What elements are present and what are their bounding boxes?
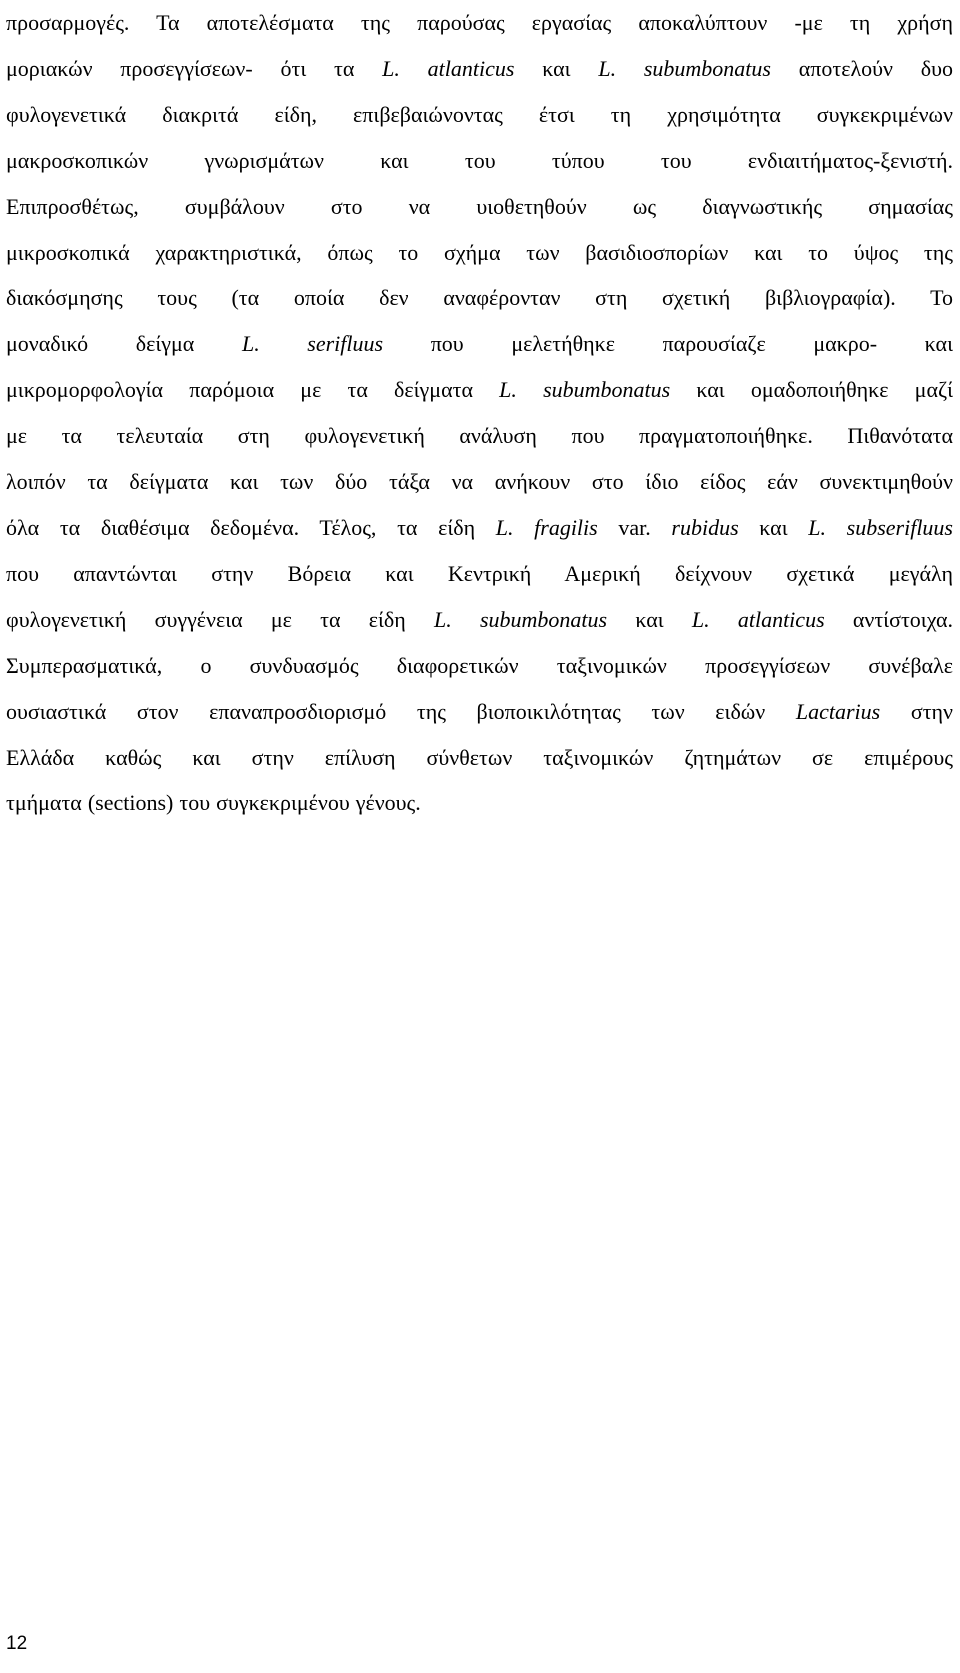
text-run: φυλογενετικά διακριτά είδη, επιβεβαιώνοντας έτσι τη χρησιμότητα συγκεκριμένων	[6, 101, 953, 127]
page-number: 12	[6, 1633, 28, 1654]
text-run: μακροσκοπικών γνωρισμάτων και του τύπου του ενδιαιτήματος-ξενιστή.	[6, 147, 953, 173]
text-run: φυλογενετική συγγένεια με τα είδη	[6, 606, 434, 632]
text-line	[6, 689, 953, 735]
text-run: που μελετήθηκε παρουσίαζε μακρο- και	[383, 331, 953, 357]
text-line	[6, 138, 953, 184]
italic-taxon-name: L. fragilis	[495, 514, 598, 540]
italic-taxon-name: rubidus	[671, 514, 739, 540]
italic-taxon-name: Lactarius	[795, 698, 881, 724]
text-run: Ελλάδα καθώς και στην επίλυση σύνθετων ταξινομικών ζητημάτων σε επιμέρους	[6, 744, 953, 770]
text-run: Επιπροσθέτως, συμβάλουν στο να υιοθετηθούν ως διαγνωστικής σημασίας	[6, 193, 953, 219]
text-line	[6, 46, 953, 92]
text-run: και	[514, 55, 599, 81]
text-line	[6, 459, 953, 505]
italic-taxon-name: L. subumbonatus	[499, 377, 671, 403]
text-run: var.	[597, 514, 672, 540]
text-line	[6, 184, 953, 230]
text-line	[6, 597, 953, 643]
text-line	[6, 275, 953, 321]
text-run: αποτελούν δυο	[770, 55, 954, 81]
text-run: και	[738, 514, 809, 540]
italic-taxon-name: L. atlanticus	[382, 55, 515, 81]
text-run: στην	[880, 698, 953, 724]
text-run: μοριακών προσεγγίσεων- ότι τα	[6, 55, 383, 81]
text-run: και ομαδοποιήθηκε μαζί	[670, 377, 954, 403]
text-line	[6, 735, 953, 781]
text-line	[6, 505, 953, 551]
text-run: μικρομορφολογία παρόμοια με τα δείγματα	[6, 377, 500, 403]
italic-taxon-name: L. atlanticus	[691, 606, 825, 632]
text-run: με τα τελευταία στη φυλογενετική ανάλυση που πραγματοποιήθηκε. Πιθανότατα	[6, 423, 953, 449]
text-line	[6, 780, 953, 826]
text-run: λοιπόν τα δείγματα και των δύο τάξα να ανήκουν στο ίδιο είδος εάν συνεκτιμηθούν	[6, 469, 953, 495]
italic-taxon-name: L. subumbonatus	[434, 606, 608, 632]
text-line	[6, 92, 953, 138]
text-run: αντίστοιχα.	[824, 606, 954, 632]
italic-taxon-name: L. subserifluus	[808, 514, 953, 540]
text-line	[6, 321, 953, 367]
italic-taxon-name: L. subumbonatus	[598, 55, 771, 81]
italic-taxon-name: L. serifluus	[241, 331, 384, 357]
body-paragraph	[6, 0, 953, 826]
text-line	[6, 230, 953, 276]
text-run: μικροσκοπικά χαρακτηριστικά, όπως το σχήμα των βασιδιοσπορίων και το ύψος της	[6, 239, 953, 265]
text-run: διακόσμησης τους (τα οποία δεν αναφέρονταν στη σχετική βιβλιογραφία). Το	[6, 285, 953, 311]
text-run: και	[607, 606, 692, 632]
text-line	[6, 0, 953, 46]
text-run: όλα τα διαθέσιμα δεδομένα. Τέλος, τα είδη	[6, 514, 496, 540]
text-line	[6, 643, 953, 689]
text-line	[6, 367, 953, 413]
text-run: Συμπερασματικά, ο συνδυασμός διαφορετικών ταξινομικών προσεγγίσεων συνέβαλε	[6, 652, 953, 678]
text-run: μοναδικό δείγμα	[6, 331, 242, 357]
text-run: που απαντώνται στην Βόρεια και Κεντρική Αμερική δείχνουν σχετικά μεγάλη	[6, 560, 953, 586]
text-run: τμήματα (sections) του συγκεκριμένου γένους.	[6, 790, 421, 816]
text-line	[6, 413, 953, 459]
text-line	[6, 551, 953, 597]
text-run: προσαρμογές. Τα αποτελέσματα της παρούσας εργασίας αποκαλύπτουν -με τη χρήση	[6, 10, 953, 35]
text-run: ουσιαστικά στον επαναπροσδιορισμό της βιοποικιλότητας των ειδών	[6, 698, 796, 724]
